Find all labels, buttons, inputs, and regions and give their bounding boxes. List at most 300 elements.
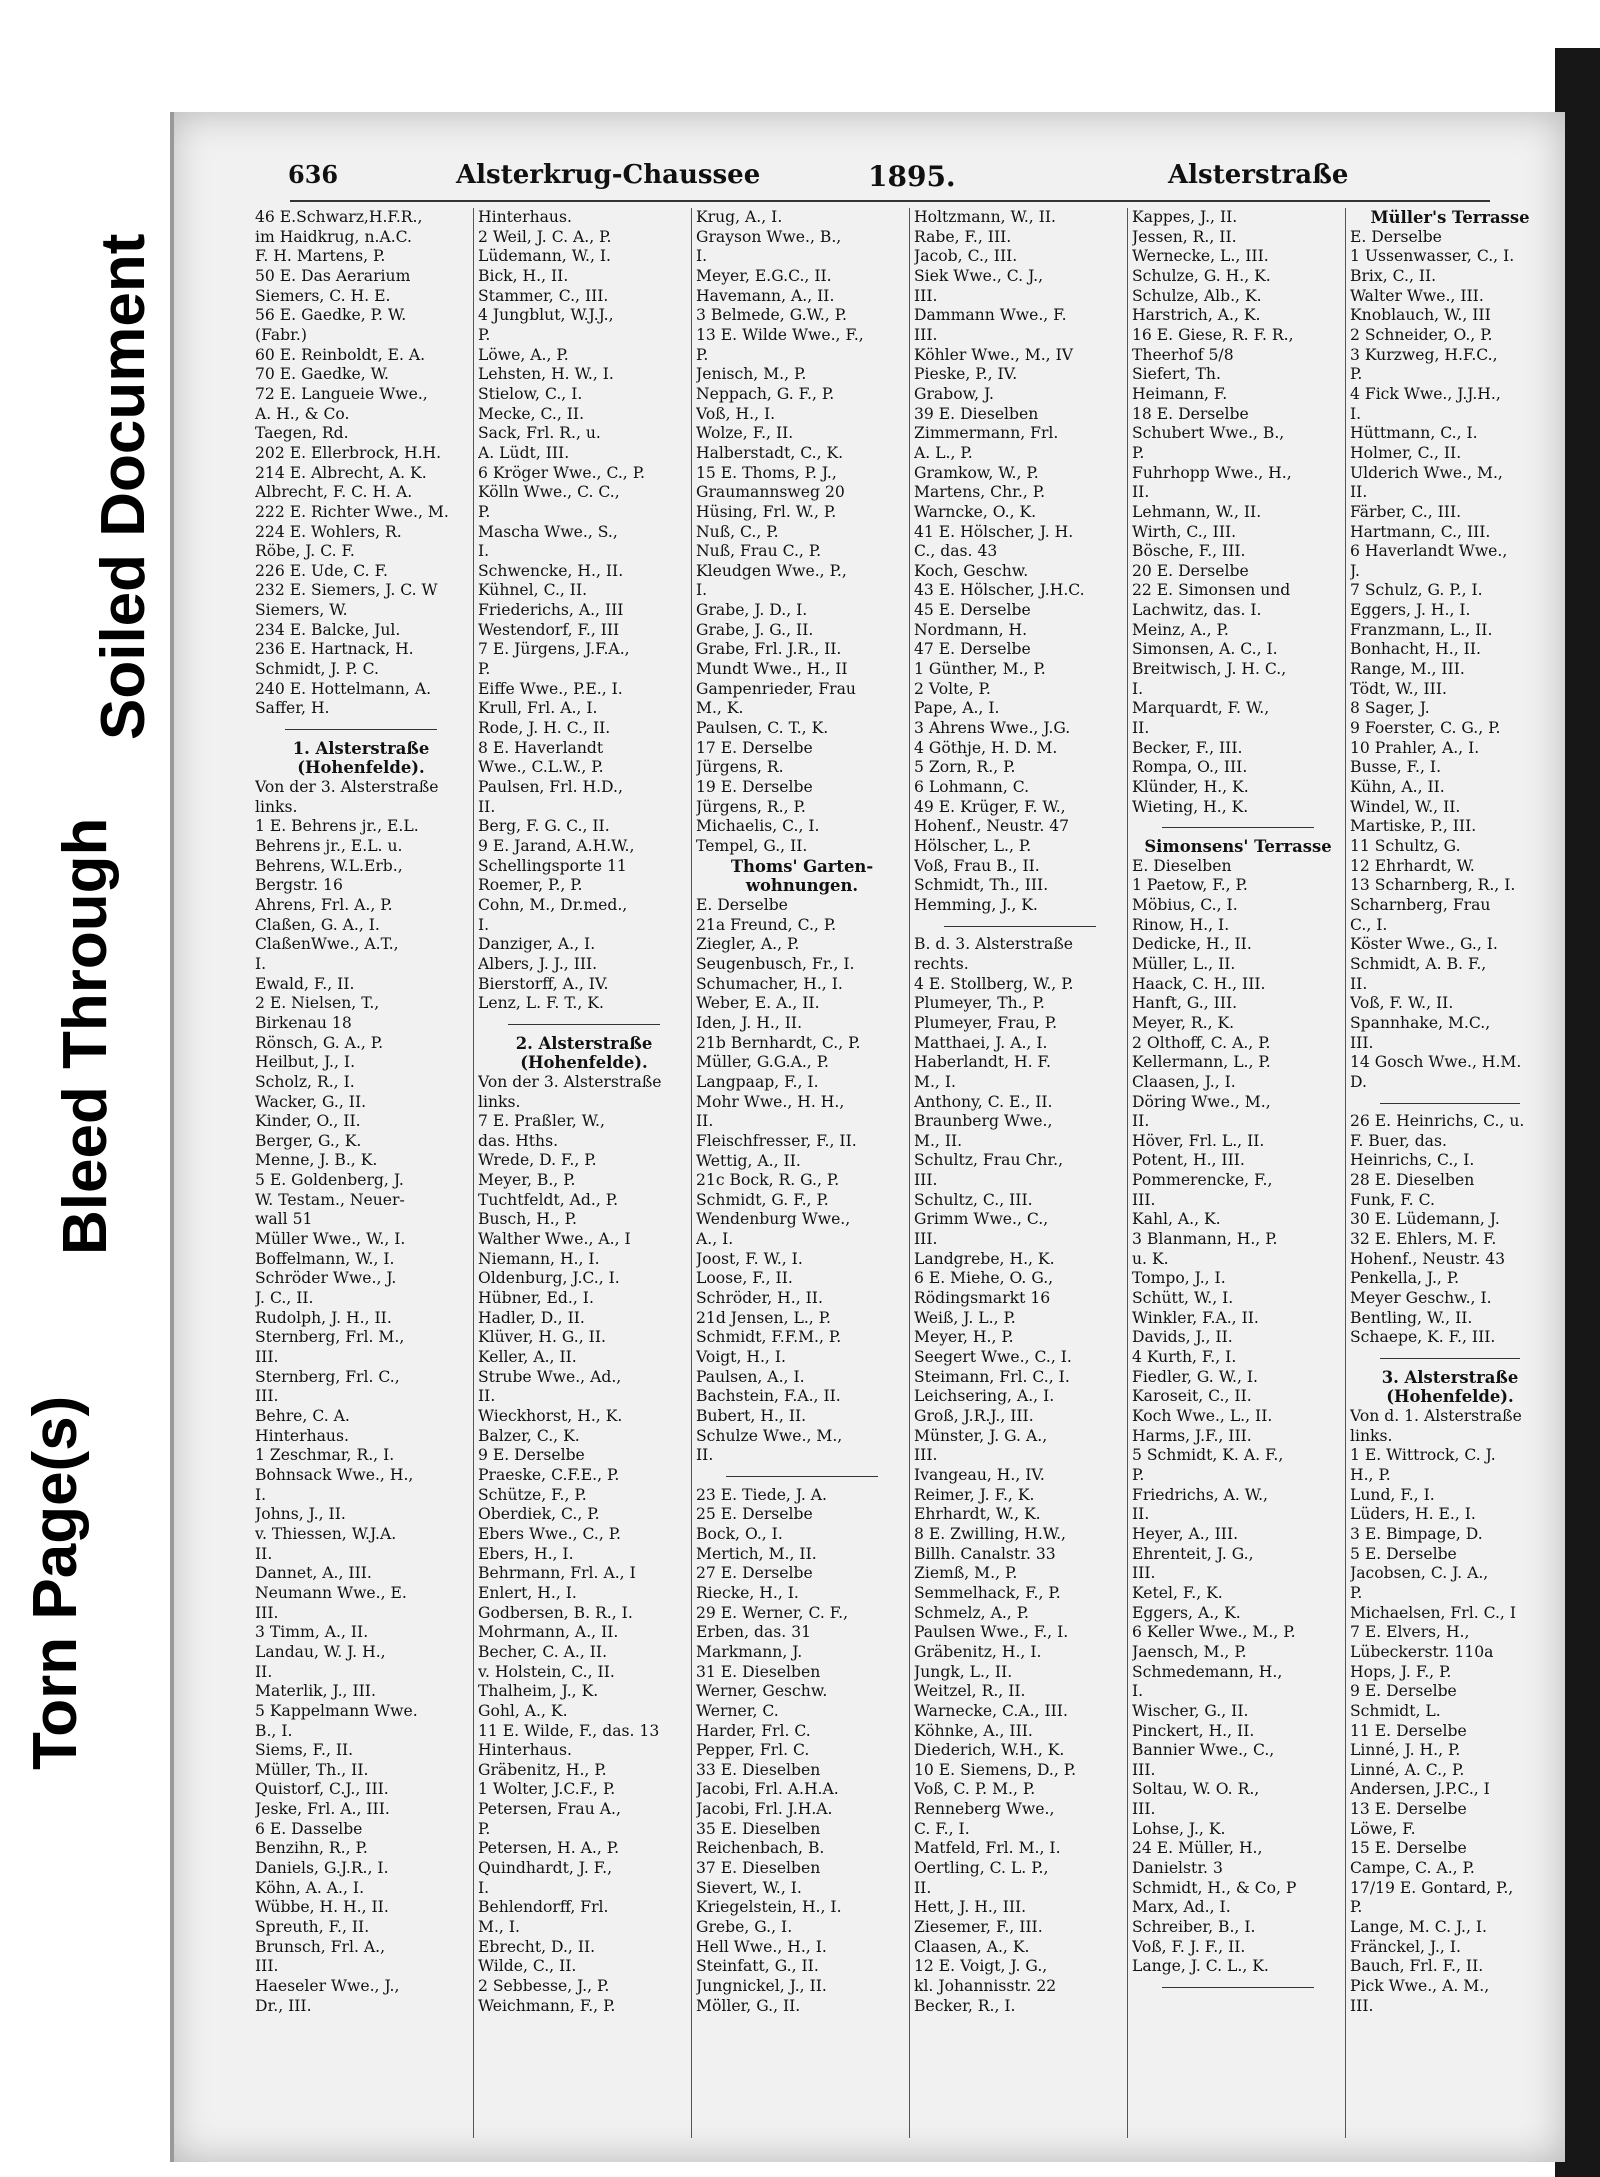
directory-entry: Eiffe Wwe., P.E., I. [478,679,623,698]
directory-entry: Fiedler, G. W., I. [1132,1367,1258,1386]
directory-entry: Schreiber, B., I. [1132,1918,1256,1937]
directory-entry: Oldenburg, J.C., I. [478,1269,620,1288]
directory-entry: B., I. [255,1721,293,1740]
directory-entry: 17/19 E. Gontard, P., [1350,1878,1514,1897]
directory-entry: Ewald, F., II. [255,974,355,993]
directory-entry: Schulze Wwe., M., [696,1426,843,1445]
directory-entry: 9 E. Derselbe [478,1446,585,1465]
directory-entry: Becker, F., III. [1132,738,1243,757]
directory-entry: 4 Fick Wwe., J.J.H., [1350,384,1501,403]
directory-entry: Menne, J. B., K. [255,1151,378,1170]
directory-entry: I. [255,1485,267,1504]
directory-entry: Plumeyer, Frau, P. [914,1013,1058,1032]
directory-entry: I. [1132,679,1144,698]
directory-entry: Lachwitz, das. I. [1132,601,1262,620]
directory-entry: 3 Ahrens Wwe., J.G. [914,719,1071,738]
directory-entry: Lange, J. C. L., K. [1132,1957,1269,1976]
directory-entry: P. [1350,1898,1363,1917]
directory-entry: Köhler Wwe., M., IV [914,345,1074,364]
page-number: 636 [288,160,339,189]
directory-entry: Albrecht, F. C. H. A. [255,483,413,502]
directory-entry: 2 Schneider, O., P. [1350,325,1493,344]
directory-entry: 6 E. Miehe, O. G., [914,1269,1054,1288]
directory-entry: A. Lüdt, III. [478,443,570,462]
directory-entry: 6 E. Dasselbe [255,1819,363,1838]
directory-entry: 37 E. Dieselben [696,1859,821,1878]
directory-entry: Von der 3. Alsterstraße [255,778,439,797]
directory-entry: Schulze, Alb., K. [1132,286,1262,305]
directory-entry: Lange, M. C. J., I. [1350,1918,1488,1937]
directory-entry: Sternberg, Frl. M., [255,1328,405,1347]
directory-entry: I. [478,915,490,934]
directory-entry: Windel, W., II. [1350,797,1461,816]
scan-quality-labels [0,0,165,2177]
directory-entry: III. [255,1387,279,1406]
directory-entry: Holtzmann, W., II. [914,208,1056,226]
directory-entry: 15 E. Thoms, P. J., [696,463,837,482]
directory-entry: Voß, H., I. [696,404,776,423]
directory-entry: 28 E. Dieselben [1350,1171,1475,1190]
directory-entry: 2 E. Nielsen, T., [255,994,380,1013]
directory-entry: Schmidt, L. [1350,1701,1441,1720]
directory-entry: Hell Wwe., H., I. [696,1937,827,1956]
directory-entry: Schmidt, H., & Co, P [1132,1878,1297,1897]
directory-entry: 1 Günther, M., P. [914,660,1046,679]
directory-entry: Leichsering, A., I. [914,1387,1055,1406]
directory-entry: I. [1132,1682,1144,1701]
directory-entry: Friederichs, A., III [478,601,624,620]
directory-entry: Jacobi, Frl. J.H.A. [696,1800,833,1819]
directory-entry: Seegert Wwe., C., I. [914,1348,1072,1367]
directory-entry: Rudolph, J. H., II. [255,1308,392,1327]
section-heading: wohnungen. [745,876,859,896]
directory-entry: Knoblauch, W., III [1350,306,1491,325]
directory-entry: 7 E. Praßler, W., [478,1112,605,1131]
directory-entry: Spannhake, M.C., [1350,1013,1491,1032]
directory-entry: 226 E. Ude, C. F. [255,561,388,580]
directory-entry: Lüdemann, W., I. [478,247,611,266]
directory-entry: Jeske, Frl. A., III. [255,1800,390,1819]
directory-entry: II. [1350,483,1368,502]
directory-entry: rechts. [914,954,969,973]
directory-entry: Winkler, F.A., II. [1132,1308,1259,1327]
directory-entry: Balzer, C., K. [478,1426,580,1445]
directory-entry: Pommerencke, F., [1132,1171,1273,1190]
directory-entry: Soltau, W. O. R., [1132,1780,1260,1799]
soiled-document-label: Soiled Document [89,233,158,740]
directory-entry: Andersen, J.P.C., I [1350,1780,1490,1799]
directory-entry: 11 E. Wilde, F., das. 13 [478,1721,660,1740]
directory-entry: Dannet, A., III. [255,1564,372,1583]
directory-entry: 19 E. Derselbe [696,778,813,797]
directory-entry: Paulsen, A., I. [696,1367,805,1386]
directory-entry: 222 E. Richter Wwe., M. [255,502,449,521]
directory-entry: 41 E. Hölscher, J. H. [914,522,1074,541]
directory-entry: I. [478,542,490,561]
directory-entry: 12 E. Voigt, J. G., [914,1957,1048,1976]
directory-entry: Bubert, H., II. [696,1407,807,1426]
directory-entry: Kinder, O., II. [255,1112,361,1131]
directory-entry: 29 E. Werner, C. F., [696,1603,849,1622]
directory-entry: 47 E. Derselbe [914,640,1031,659]
directory-entry: Ulderich Wwe., M., [1350,463,1503,482]
directory-entry: Busch, H., P. [478,1210,577,1229]
directory-entry: III. [914,1230,938,1249]
directory-entry: Wwe., C.L.W., P. [478,758,604,777]
directory-entry: Werner, Geschw. [696,1682,828,1701]
directory-entry: III. [255,1603,279,1622]
directory-entry: III. [1132,1800,1156,1819]
directory-entry: Jürgens, R. [696,758,784,777]
directory-entry: Heimann, F. [1132,384,1228,403]
directory-entry: Schumacher, H., I. [696,974,843,993]
directory-entry: 1 Wolter, J.C.F., P. [478,1780,616,1799]
directory-entry: Köster Wwe., G., I. [1350,935,1498,954]
directory-entry: Sternberg, Frl. C., [255,1367,400,1386]
directory-entry: Benzihn, R., P. [255,1839,368,1858]
directory-entry: Heyer, A., III. [1132,1524,1239,1543]
directory-entry: Klüver, H. G., II. [478,1328,606,1347]
directory-entry: Kühnel, C., II. [478,581,588,600]
directory-entry: P. [478,660,491,679]
directory-entry: Wischer, G., II. [1132,1701,1249,1720]
directory-entry: 13 E. Wilde Wwe., F., [696,325,864,344]
directory-entry: P. [1132,443,1145,462]
directory-entry: Weiß, J. L., P. [914,1308,1016,1327]
directory-entry: Wilde, C., II. [478,1957,577,1976]
directory-entry: 7 E. Jürgens, J.F.A., [478,640,630,659]
directory-entry: Scharnberg, Frau [1350,895,1491,914]
directory-entry: F. H. Martens, P. [255,247,386,266]
directory-entry: Siems, F., II. [255,1741,354,1760]
section-rule [696,1466,908,1486]
directory-entry: Tuchtfeldt, Ad., P. [478,1190,619,1209]
directory-entry: Quistorf, C.J., III. [255,1780,389,1799]
directory-entry: links. [1350,1426,1393,1445]
directory-entry: Brunsch, Frl. A., [255,1937,386,1956]
directory-entry: Klünder, H., K. [1132,778,1249,797]
directory-entry: Müller, Th., II. [255,1760,369,1779]
directory-entry: 31 E. Dieselben [696,1662,821,1681]
directory-entry: 20 E. Derselbe [1132,561,1249,580]
directory-entry: Tempel, G., II. [696,837,808,855]
directory-entry: Bergstr. 16 [255,876,343,895]
directory-page [170,112,1565,2162]
section-rule [478,1014,690,1034]
directory-entry: Breitwisch, J. H. C., [1132,660,1287,679]
directory-entry: Schmidt, J. P. C. [255,660,379,679]
directory-entry: 6 Keller Wwe., M., P. [1132,1623,1296,1642]
directory-entry: im Haidkrug, n.A.C. [255,227,412,246]
directory-entry: Kleudgen Wwe., P., [696,561,847,580]
section-rule [914,916,1126,936]
directory-entry: Simonsen, A. C., I. [1132,640,1278,659]
directory-entry: Fränckel, J., I. [1350,1937,1461,1956]
header-street-left: Alsterkrug-Chaussee [456,160,761,190]
directory-entry: M., I. [914,1072,956,1091]
directory-entry: 35 E. Dieselben [696,1819,821,1838]
directory-entry: Schröder, H., II. [696,1289,823,1308]
directory-entry: Schütze, F., P. [478,1485,587,1504]
section-rule [255,719,467,739]
directory-entry: Gräbenitz, H., P. [478,1760,607,1779]
directory-entry: Jacobsen, C. J. A., [1350,1564,1489,1583]
directory-entry: Harstrich, A., K. [1132,306,1261,325]
directory-entry: Westendorf, F., III [478,620,620,639]
directory-entry: Becher, C. A., II. [478,1642,608,1661]
directory-entry: Markmann, J. [696,1642,803,1661]
directory-entry: 25 E. Derselbe [696,1505,813,1524]
directory-entry: Schmidt, A. B. F., [1350,954,1487,973]
directory-entry: Grabe, Frl. J.R., II. [696,640,842,659]
directory-entry: Cohn, M., Dr.med., [478,895,628,914]
directory-entry: Gramkow, W., P. [914,463,1039,482]
directory-entry: Rödingsmarkt 16 [914,1289,1051,1308]
directory-entry: Behlendorff, Frl. [478,1898,609,1917]
directory-entry: wall 51 [255,1210,313,1229]
directory-entry: 240 E. Hottelmann, A. [255,679,432,698]
directory-entry: I. [696,247,708,266]
section-heading: Thoms' Garten- [730,856,874,876]
section-heading: (Hohenfelde). [520,1053,648,1073]
directory-entry: v. Holstein, C., II. [478,1662,615,1681]
directory-entry: 14 Gosch Wwe., H.M. [1350,1053,1522,1072]
directory-entry: Meyer, B., P. [478,1171,576,1190]
directory-entry: Anthony, C. E., II. [914,1092,1053,1111]
directory-entry: 43 E. Hölscher, J.H.C. [914,581,1085,600]
directory-entry: Karoseit, C., II. [1132,1387,1252,1406]
directory-entry: Köhn, A. A., I. [255,1878,365,1897]
directory-entry: M., I. [478,1918,520,1937]
directory-entry: Joost, F. W., I. [696,1249,803,1268]
directory-entry: 22 E. Simonsen und [1132,581,1291,600]
directory-entry: Matthaei, J. A., I. [914,1033,1048,1052]
directory-entry: 3 Kurzweg, H.F.C., [1350,345,1498,364]
directory-entry: das. Hths. [478,1131,559,1150]
directory-entry: 5 Schmidt, K. A. F., [1132,1446,1284,1465]
directory-entry: Quindhardt, J. F., [478,1859,613,1878]
directory-entry: Petersen, H. A., P. [478,1839,620,1858]
directory-entry: Krull, Frl. A., I. [478,699,598,718]
directory-entry: 2 Volte, P. [914,679,991,698]
directory-entry: 8 E. Haverlandt [478,738,604,757]
directory-entry: 1 E. Behrens jr., E.L. [255,817,419,836]
directory-entry: A. L., P. [914,443,973,462]
directory-entry: Dammann Wwe., F. [914,306,1067,325]
directory-entry: Thalheim, J., K. [478,1682,599,1701]
directory-entry: Wendenburg Wwe., [696,1210,851,1229]
directory-entry: P. [478,1819,491,1838]
directory-entry: 3 Belmede, G.W., P. [696,306,848,325]
directory-entry: Bierstorff, A., IV. [478,974,609,993]
directory-entry: 21c Bock, R. G., P. [696,1171,840,1190]
directory-entry: 9 E. Jarand, A.H.W., [478,837,635,855]
directory-entry: Schulze, G. H., K. [1132,266,1271,285]
directory-entry: Enlert, H., I. [478,1583,577,1602]
directory-entry: Heilbut, J., I. [255,1053,356,1072]
directory-entry: Linné, A. C., P. [1350,1760,1465,1779]
directory-entry: Landgrebe, H., K. [914,1249,1055,1268]
directory-entry: Schmidt, F.F.M., P. [696,1328,842,1347]
directory-entry: 60 E. Reinboldt, E. A. [255,345,426,364]
directory-entry: Schubert Wwe., B., [1132,424,1285,443]
directory-entry: Haberlandt, H. F. [914,1053,1051,1072]
directory-entry: Claasen, J., I. [1132,1072,1236,1091]
directory-entry: Müller, L., II. [1132,954,1236,973]
directory-entry: Löwe, F. [1350,1819,1416,1838]
directory-entry: 33 E. Dieselben [696,1760,821,1779]
directory-entry: III. [1350,1996,1374,2015]
directory-entry: Hohenf., Neustr. 43 [1350,1249,1506,1268]
directory-entry: Brix, C., II. [1350,266,1437,285]
directory-entry: Fuhrhopp Wwe., H., [1132,463,1292,482]
directory-entry: Langpaap, F., I. [696,1072,819,1091]
directory-entry: Riecke, H., I. [696,1583,799,1602]
directory-entry: M., II. [914,1131,963,1150]
directory-entry: Ziesemer, F., III. [914,1918,1043,1937]
directory-entry: P. [1132,1465,1145,1484]
directory-entry: Jessen, R., II. [1132,227,1237,246]
directory-entry: 7 Schulz, G. P., I. [1350,581,1483,600]
directory-entry: 4 Göthje, H. D. M. [914,738,1058,757]
directory-entry: C., das. 43 [914,542,998,561]
header-rule [290,200,1490,202]
directory-entry: Godbersen, B. R., I. [478,1603,633,1622]
directory-entry: Schmidt, Th., III. [914,876,1049,895]
directory-entry: Werner, C. [696,1701,779,1720]
directory-entry: III. [255,1957,279,1976]
directory-entry: Lübeckerstr. 110a [1350,1642,1494,1661]
directory-entry: Meyer, H., P. [914,1328,1014,1347]
directory-entry: Rönsch, G. A., P. [255,1033,384,1052]
directory-entry: I. [478,1878,490,1897]
section-heading: 3. Alsterstraße [1381,1367,1519,1387]
directory-entry: 23 E. Tiede, J. A. [696,1485,828,1504]
directory-entry: Diederich, W.H., K. [914,1741,1065,1760]
directory-entry: Graumannsweg 20 [696,483,845,502]
directory-entry: 202 E. Ellerbrock, H.H. [255,443,442,462]
directory-entry: kl. Johannisstr. 22 [914,1977,1057,1996]
directory-entry: Schultz, Frau Chr., [914,1151,1064,1170]
directory-entry: Hinterhaus. [478,208,572,226]
directory-entry: Oberdiek, C., P. [478,1505,600,1524]
directory-entry: Schmelz, A., P. [914,1603,1030,1622]
directory-entry: Ziegler, A., P. [696,935,800,954]
directory-entry: Lehsten, H. W., I. [478,365,614,384]
directory-entry: 9 E. Derselbe [1350,1682,1457,1701]
directory-entry: Franzmann, L., II. [1350,620,1493,639]
directory-entry: Behrens jr., E.L. u. [255,836,403,855]
directory-entry: III. [1350,1033,1374,1052]
directory-entry: Martens, Chr., P. [914,483,1046,502]
directory-entry: 11 E. Derselbe [1350,1721,1467,1740]
directory-entry: Jacobi, Frl. A.H.A. [696,1780,839,1799]
directory-entry: Busse, F., I. [1350,758,1442,777]
directory-entry: III. [255,1348,279,1367]
directory-entry: Ketel, F., K. [1132,1583,1223,1602]
directory-entry: Schwencke, H., II. [478,561,624,580]
directory-entry: 234 E. Balcke, Jul. [255,620,401,639]
directory-entry: 15 E. Derselbe [1350,1839,1467,1858]
directory-entry: Halberstadt, C., K. [696,443,844,462]
directory-entry: E. Derselbe [696,895,788,914]
directory-entry: 224 E. Wohlers, R. [255,522,402,541]
directory-entry: Stammer, C., III. [478,286,609,305]
directory-entry: Mertich, M., II. [696,1544,817,1563]
directory-entry: Hett, J. H., III. [914,1898,1027,1917]
directory-entry: Kühn, A., II. [1350,778,1445,797]
directory-entry: Pepper, Frl. C. [696,1741,810,1760]
directory-entry: Petersen, Frau A., [478,1800,621,1819]
directory-entry: Behre, C. A. [255,1407,350,1426]
bleed-through-label: Bleed Through [51,817,120,1255]
directory-entry: Döring Wwe., M., [1132,1092,1271,1111]
directory-entry: Bonhacht, H., II. [1350,640,1481,659]
directory-entry: Becker, R., I. [914,1996,1016,2015]
directory-entry: 45 E. Derselbe [914,601,1031,620]
directory-entry: Scholz, R., I. [255,1072,355,1091]
directory-entry: Iden, J. H., II. [696,1013,803,1032]
directory-entry: Hüsing, Frl. W., P. [696,502,837,521]
directory-entry: 4 Jungblut, W.J.J., [478,306,614,325]
directory-entry: Schaepe, K. F., III. [1350,1328,1496,1347]
directory-entry: Hops, J. F., P. [1350,1662,1452,1681]
directory-entry: 4 Kurth, F., I. [1132,1348,1237,1367]
directory-entry: Boffelmann, W., I. [255,1249,395,1268]
directory-entry: 3 Timm, A., II. [255,1623,369,1642]
directory-entry: Grebe, G., I. [696,1918,793,1937]
directory-entry: II. [914,1878,932,1897]
directory-entry: 3 E. Bimpage, D. [1350,1524,1483,1543]
directory-entry: Rode, J. H. C., II. [478,719,611,738]
directory-entry: Tödt, W., III. [1350,679,1447,698]
directory-entry: Wolze, F., II. [696,424,794,443]
directory-column [909,208,1126,2138]
section-rule [1350,1348,1550,1368]
directory-entry: Sievert, W., I. [696,1878,802,1897]
directory-entry: Johns, J., II. [255,1505,346,1524]
directory-entry: Von der 3. Alsterstraße [478,1072,662,1091]
directory-entry: Friedrichs, A. W., [1132,1485,1268,1504]
directory-entry: F. Buer, das. [1350,1131,1447,1150]
directory-entry: Steimann, Frl. C., I. [914,1367,1070,1386]
directory-entry: Bick, H., II. [478,266,569,285]
directory-entry: 30 E. Lüdemann, J. [1350,1210,1500,1229]
directory-entry: II. [478,1387,496,1406]
directory-entry: 6 Kröger Wwe., C., P. [478,463,645,482]
directory-entry: Tompo, J., I. [1132,1269,1226,1288]
directory-entry: Kölln Wwe., C. C., [478,483,620,502]
directory-entry: Wernecke, L., III. [1132,247,1269,266]
directory-entry: 24 E. Müller, H., [1132,1839,1263,1858]
directory-entry: III. [1132,1564,1156,1583]
directory-entry: Pape, A., I. [914,699,1000,718]
directory-entry: Koch Wwe., L., II. [1132,1407,1273,1426]
directory-entry: Neppach, G. F., P. [696,384,835,403]
section-heading: Simonsens' Terrasse [1144,836,1332,856]
directory-entry: Lüders, H. E., I. [1350,1505,1476,1524]
directory-entry: links. [478,1092,521,1111]
directory-entry: Müller Wwe., W., I. [255,1230,406,1249]
directory-entry: 12 Ehrhardt, W. [1350,856,1475,875]
directory-entry: 5 Kappelmann Wwe. [255,1701,418,1720]
directory-entry: Münster, J. G. A., [914,1426,1048,1445]
directory-entry: 4 E. Stollberg, W., P. [914,974,1074,993]
directory-entry: Materlik, J., III. [255,1682,376,1701]
section-heading: (Hohenfelde). [1386,1387,1514,1407]
directory-entry: Hüttmann, C., I. [1350,424,1478,443]
directory-entry: 70 E. Gaedke, W. [255,365,389,384]
